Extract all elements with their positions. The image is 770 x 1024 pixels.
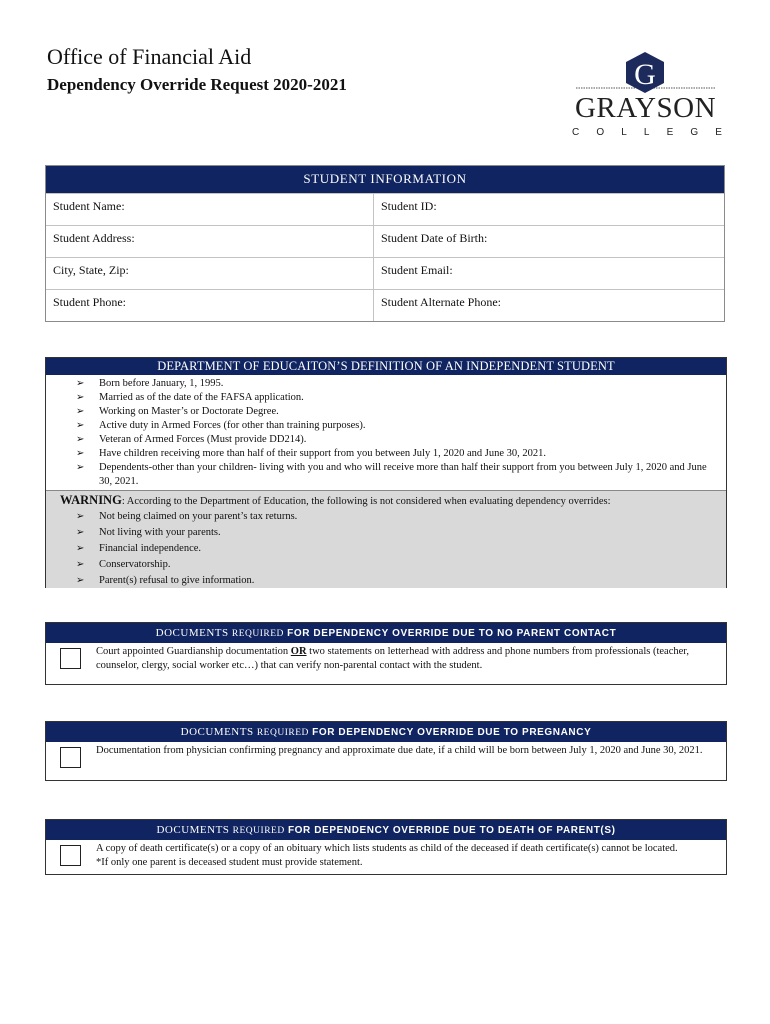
list-item-text: Not living with your parents. [99, 527, 221, 538]
logo-tagline-letter: L [621, 127, 627, 138]
list-item-text: Have children receiving more than half of their support from you between July 1, 2020 and June 30, 2021. [99, 448, 547, 459]
death-of-parents-checkbox[interactable] [60, 845, 81, 866]
list-item [46, 419, 726, 433]
arrow-bullet-icon: ➢ [76, 543, 85, 554]
student-email-field[interactable]: Student Email: [381, 263, 453, 277]
arrow-bullet-icon: ➢ [76, 434, 85, 445]
document-requirement [46, 742, 726, 780]
page-title: Office of Financial Aid [47, 44, 252, 69]
warning-label: WARNING [60, 493, 122, 507]
grayson-college-logo [568, 50, 723, 142]
list-item-text: Born before January, 1, 1995. [99, 378, 224, 389]
arrow-bullet-icon: ➢ [76, 559, 85, 570]
definition-heading: DEPARTMENT OF EDUCAITON’S DEFINITION OF AN INDEPENDENT STUDENT [46, 358, 726, 375]
documents-heading [46, 623, 726, 643]
student-info-row [46, 289, 724, 321]
student-id-field[interactable]: Student ID: [381, 199, 437, 213]
documents-heading-required: REQUIRED [231, 629, 284, 639]
document-requirement [46, 643, 726, 684]
list-item-text: Conservatorship. [99, 559, 171, 570]
logo-tagline-letter: G [690, 127, 699, 138]
logo-tagline-letter: O [596, 127, 605, 138]
student-info-row [46, 193, 724, 225]
list-item [46, 405, 726, 419]
student-name-field[interactable]: Student Name: [46, 194, 374, 225]
arrow-bullet-icon: ➢ [76, 406, 85, 417]
requirement-text-part: Court appointed Guardianship documentation [96, 646, 291, 657]
logo-name: GRAYSON [574, 92, 717, 124]
arrow-bullet-icon: ➢ [76, 527, 85, 538]
documents-heading-reason: FOR DEPENDENCY OVERRIDE DUE TO NO PARENT CONTACT [287, 628, 617, 639]
list-item-text: Veteran of Armed Forces (Must provide DD214). [99, 434, 307, 445]
list-item-text: Parent(s) refusal to give information. [99, 575, 255, 586]
arrow-bullet-icon: ➢ [76, 448, 85, 459]
pregnancy-documents-section [45, 721, 727, 781]
documents-heading-required: REQUIRED [232, 826, 285, 836]
list-item [46, 557, 726, 573]
student-information-heading: STUDENT INFORMATION [46, 166, 724, 193]
pregnancy-checkbox[interactable] [60, 747, 81, 768]
documents-heading-reason: FOR DEPENDENCY OVERRIDE DUE TO DEATH OF PARENT(S) [287, 825, 616, 836]
requirement-line: *If only one parent is deceased student must provide statement. [96, 857, 363, 868]
student-information-section [45, 165, 725, 322]
list-item [46, 433, 726, 447]
requirement-emphasis: OR [290, 646, 307, 657]
no-parent-contact-checkbox[interactable] [60, 648, 81, 669]
document-requirement-text [96, 645, 722, 673]
warning-description: : According to the Department of Education, the following is not considered when evaluating dependency overrides: [121, 496, 611, 507]
logo-tagline-letter: E [715, 127, 722, 138]
logo-tagline-letter: E [666, 127, 674, 138]
arrow-bullet-icon: ➢ [76, 511, 85, 522]
list-item [46, 541, 726, 557]
definition-list [46, 377, 726, 489]
city-state-zip-field[interactable]: City, State, Zip: [46, 258, 374, 289]
student-dob-field[interactable]: Student Date of Birth: [381, 231, 488, 245]
logo-hexagon-icon [568, 50, 723, 94]
list-item [46, 525, 726, 541]
documents-heading-required: REQUIRED [256, 728, 309, 738]
logo-letter: G [634, 58, 656, 91]
requirement-line: A copy of death certificate(s) or a copy of an obituary which lists students as child of the deceased if death certificate(s) cannot be located. [96, 843, 678, 854]
documents-heading-prefix: DOCUMENTS [180, 726, 254, 738]
student-address-field[interactable]: Student Address: [46, 226, 374, 257]
arrow-bullet-icon: ➢ [76, 575, 85, 586]
documents-heading-reason: FOR DEPENDENCY OVERRIDE DUE TO PREGNANCY [312, 727, 592, 738]
arrow-bullet-icon: ➢ [76, 392, 85, 403]
logo-tagline-letter: C [572, 127, 580, 138]
arrow-bullet-icon: ➢ [76, 462, 85, 473]
list-item [46, 509, 726, 525]
warning-box [46, 490, 726, 588]
list-item [46, 391, 726, 405]
arrow-bullet-icon: ➢ [76, 420, 85, 431]
list-item-text: Not being claimed on your parent’s tax returns. [99, 511, 298, 522]
documents-heading-prefix: DOCUMENTS [155, 627, 229, 639]
list-item [46, 461, 726, 489]
list-item [46, 573, 726, 589]
list-item-text: Dependents-other than your children- living with you and who will receive more than half their support from you between July 1, 2020 and June 30, 2021. [99, 462, 707, 487]
form-subtitle: Dependency Override Request 2020-2021 [47, 75, 347, 94]
list-item-text: Active duty in Armed Forces (for other than training purposes). [99, 420, 366, 431]
documents-heading [46, 722, 726, 742]
student-info-row [46, 225, 724, 257]
list-item-text: Financial independence. [99, 543, 202, 554]
student-phone-field[interactable]: Student Phone: [46, 290, 374, 321]
requirement-text-part: two statements on letterhead with address and phone numbers from professionals (teacher, counselor, clergy, social worker etc…) that can verify non-parental contact with the student. [96, 646, 689, 671]
list-item [46, 447, 726, 461]
independent-student-definition-section [45, 357, 727, 588]
death-of-parents-documents-section [45, 819, 727, 875]
student-alternate-phone-field[interactable]: Student Alternate Phone: [381, 295, 501, 309]
documents-heading-prefix: DOCUMENTS [156, 824, 230, 836]
student-info-row [46, 257, 724, 289]
document-requirement-text [96, 842, 722, 870]
list-item [46, 377, 726, 391]
logo-tagline [572, 127, 722, 138]
arrow-bullet-icon: ➢ [76, 378, 85, 389]
no-parent-contact-documents-section [45, 622, 727, 685]
document-requirement [46, 840, 726, 874]
list-item-text: Married as of the date of the FAFSA application. [99, 392, 304, 403]
list-item-text: Working on Master’s or Doctorate Degree. [99, 406, 279, 417]
logo-tagline-letter: L [643, 127, 650, 138]
warning-list [46, 509, 726, 589]
document-requirement-text: Documentation from physician confirming pregnancy and approximate due date, if a child will be born between July 1, 2020 and June 30, 2021. [96, 745, 703, 756]
documents-heading [46, 820, 726, 840]
warning-text [46, 491, 726, 509]
